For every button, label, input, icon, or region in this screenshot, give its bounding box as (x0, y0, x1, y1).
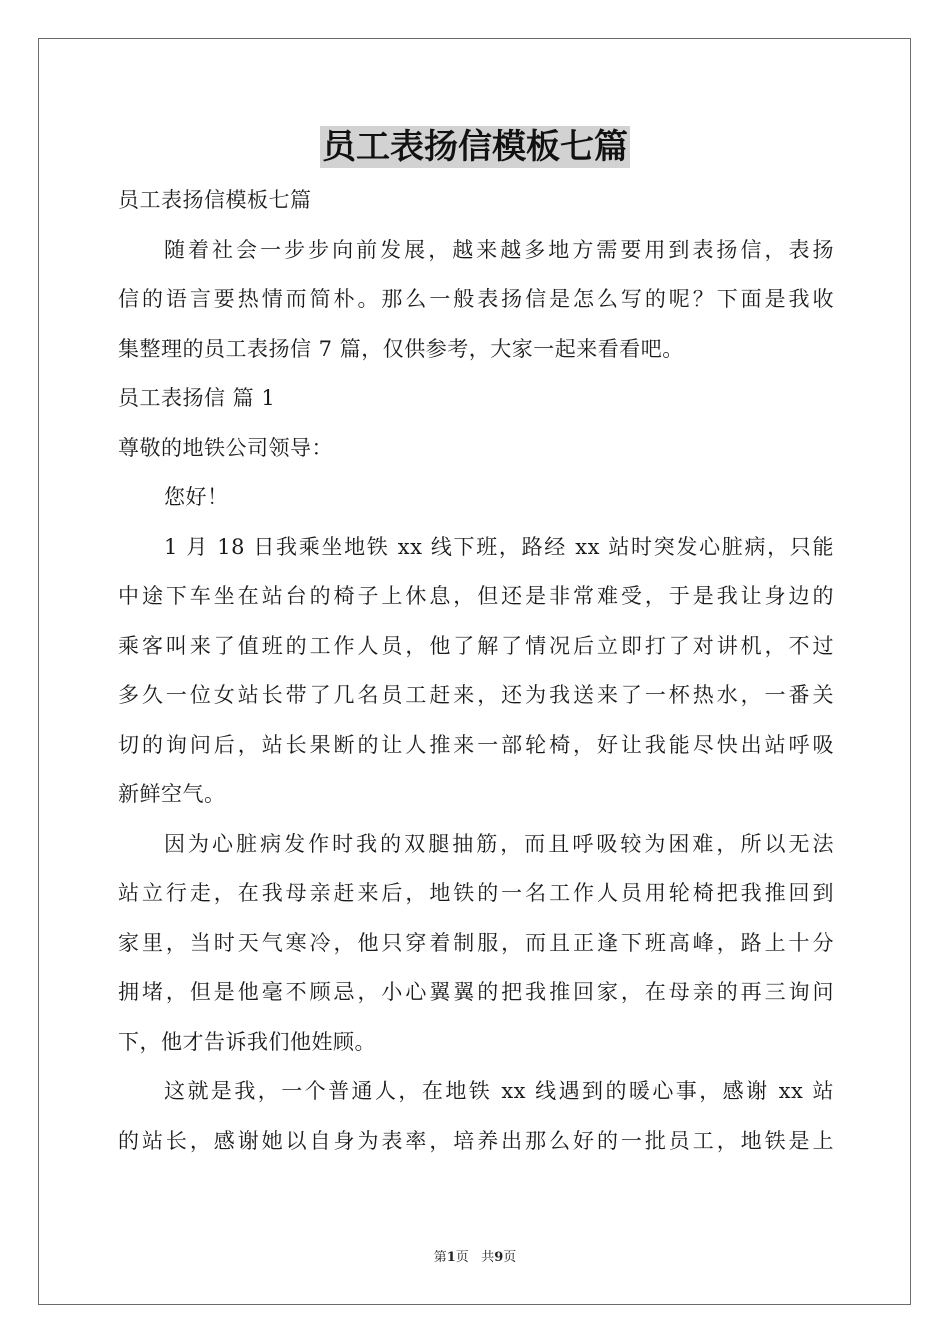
text-line: 尊敬的地铁公司领导： (118, 435, 333, 460)
text-line: 中途下车坐在站台的椅子上休息，但还是非常难受，于是我让身边的 (118, 584, 834, 608)
document-title: 员工表扬信模板七篇 (322, 127, 628, 167)
text-line: 1 月 18 日我乘坐地铁 xx 线下班，路经 xx 站时突发心脏病，只能 (164, 534, 834, 559)
text-line: 拥堵，但是他毫不顾忌，小心翼翼的把我推回家，在母亲的再三询问 (118, 980, 834, 1004)
page-number: 1 (446, 1250, 456, 1265)
total-suffix: 页 (503, 1250, 517, 1265)
text-line: 新鲜空气。 (118, 782, 226, 806)
page-suffix: 页 (455, 1250, 469, 1265)
text-line: 这就是我，一个普通人，在地铁 xx 线遇到的暖心事，感谢 xx 站 (164, 1079, 834, 1103)
title-wrap (0, 126, 950, 168)
text-line: 下，他才告诉我们他姓顾。 (118, 1029, 376, 1054)
text-line: 乘客叫来了值班的工作人员，他了解了情况后立即打了对讲机，不过 (118, 633, 834, 658)
text-line: 站立行走，在我母亲赶来后，地铁的一名工作人员用轮椅把我推回到 (118, 881, 834, 905)
text-line: 随着社会一步步向前发展，越来越多地方需要用到表扬信，表扬 (164, 237, 834, 262)
page-footer (0, 1250, 950, 1266)
text-line: 切的询问后，站长果断的让人推来一部轮椅，好让我能尽快出站呼吸 (118, 732, 834, 757)
text-line: 的站长，感谢她以自身为表率，培养出那么好的一批员工，地铁是上 (118, 1128, 834, 1153)
text-line: 员工表扬信模板七篇 (118, 188, 312, 212)
document-body (118, 176, 834, 1166)
text-line: 多久一位女站长带了几名员工赶来，还为我送来了一杯热水，一番关 (118, 683, 834, 707)
text-line: 集整理的员工表扬信 7 篇，仅供参考，大家一起来看看吧。 (118, 336, 684, 361)
text-line: 家里，当时天气寒冷，他只穿着制服，而且正逢下班高峰，路上十分 (118, 930, 834, 955)
text-line: 员工表扬信 篇 1 (118, 386, 276, 410)
total-pages: 9 (494, 1250, 504, 1265)
text-line: 因为心脏病发作时我的双腿抽筋，而且呼吸较为困难，所以无法 (164, 831, 834, 856)
page-prefix: 第 (433, 1250, 447, 1265)
total-prefix: 共 (481, 1250, 495, 1265)
text-line: 您好！ (164, 485, 229, 509)
text-line: 信的语言要热情而简朴。那么一般表扬信是怎么写的呢？下面是我收 (118, 287, 834, 311)
